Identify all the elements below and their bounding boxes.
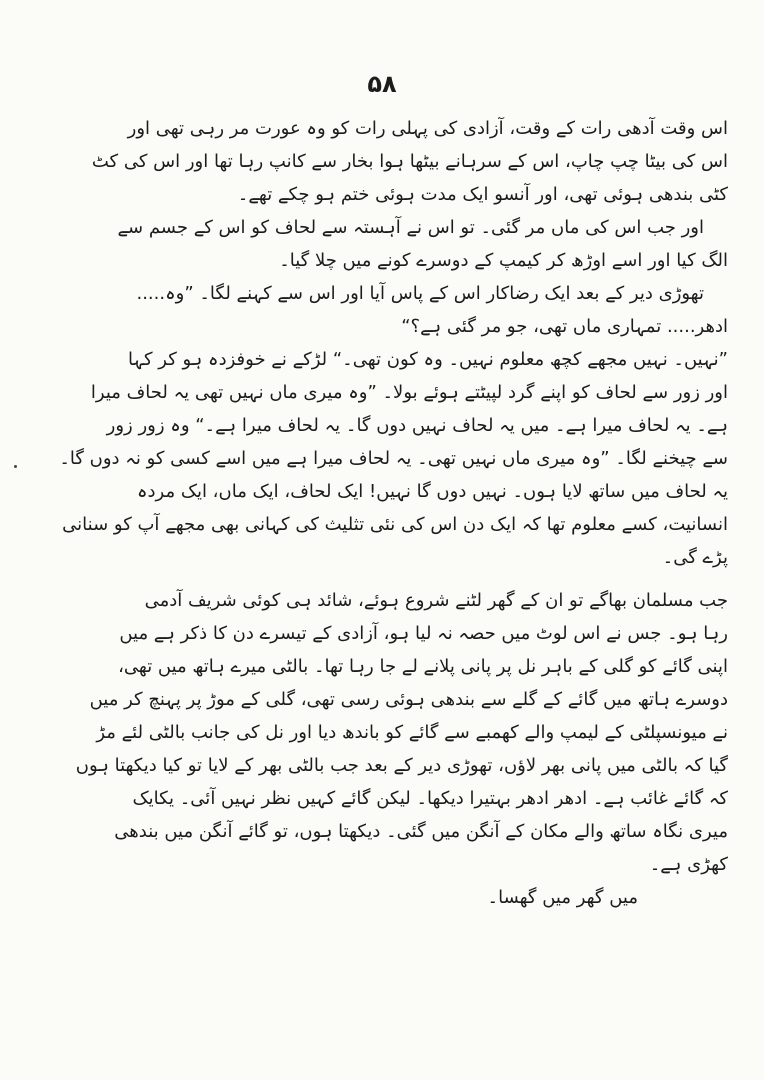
text-line: جب مسلمان بھاگے تو ان کے گھر لٹنے شروع ہوئے، شائد ہی کوئی شریف آدمی bbox=[144, 590, 728, 611]
text-line: ہے۔ یہ لحاف میرا ہے۔ میں یہ لحاف نہیں دوں گا۔ یہ لحاف میرا ہے۔“ وہ زور زور bbox=[106, 415, 728, 436]
text-line: نے میونسپلٹی کے لیمپ والے کھمبے سے گائے کو باندھ دیا اور نل کی جانب بالٹی لئے مڑ bbox=[96, 722, 728, 743]
text-line: کہ گائے غائب ہے۔ ادھر ادھر بہتیرا دیکھا۔ لیکن گائے کہیں نظر نہیں آئی۔ یکایک bbox=[132, 788, 728, 809]
text-line: رہا ہو۔ جس نے اس لوٹ میں حصہ نہ لیا ہو، آزادی کے تیسرے دن کا ذکر ہے میں bbox=[119, 623, 728, 644]
text-line: میں گھر میں گھسا۔ bbox=[487, 887, 638, 908]
text-line: میری نگاہ ساتھ والے مکان کے آنگن میں گئی۔ دیکھتا ہوں، تو گائے آنگن میں بندھی bbox=[114, 821, 728, 842]
page-number: ۵۸ bbox=[367, 70, 397, 98]
margin-dot bbox=[14, 465, 17, 468]
text-line: تھوڑی دیر کے بعد ایک رضاکار اس کے پاس آیا اور اس سے کہنے لگا۔ ”وہ..... bbox=[136, 283, 704, 304]
text-line: اس وقت آدھی رات کے وقت، آزادی کی پہلی رات کو وہ عورت مر رہی تھی اور bbox=[127, 118, 728, 139]
body-text bbox=[38, 112, 728, 914]
text-line: اور زور سے لحاف کو اپنے گرد لپیٹتے ہوئے بولا۔ ”وہ میری ماں نہیں تھی یہ لحاف میرا bbox=[90, 382, 728, 403]
text-line: سے چیخنے لگا۔ ”وہ میری ماں نہیں تھی۔ یہ لحاف میرا ہے میں اسے کسی کو نہ دوں گا۔ bbox=[59, 448, 728, 469]
text-line: کٹی بندھی ہوئی تھی، اور آنسو ایک مدت ہوئی ختم ہو چکے تھے۔ bbox=[237, 184, 728, 205]
text-line: گیا کہ بالٹی میں پانی بھر لاؤں، تھوڑی دیر کے بعد جب بالٹی بھر کے لایا تو کیا دیکھتا ہوں bbox=[75, 755, 728, 776]
text-line: اپنی گائے کو گلی کے باہر نل پر پانی پلانے لے جا رہا تھا۔ بالٹی میرے ہاتھ میں تھی، bbox=[118, 656, 728, 677]
text-line: اس کی بیٹا چپ چاپ، اس کے سرہانے بیٹھا ہوا بخار سے کانپ رہا تھا اور اس کی کٹ bbox=[91, 151, 728, 172]
text-line: الگ کیا اور اسے اوڑھ کر کیمپ کے دوسرے کونے میں چلا گیا۔ bbox=[279, 250, 728, 271]
text-line: کھڑی ہے۔ bbox=[649, 854, 728, 875]
text-line: انسانیت، کسے معلوم تھا کہ ایک دن اس کی نئی تثلیث کی کہانی بھی مجھے آپ کو سنانی bbox=[62, 514, 728, 535]
text-line: یہ لحاف میں ساتھ لایا ہوں۔ نہیں دوں گا نہیں! ایک لحاف، ایک ماں، ایک مردہ bbox=[136, 481, 728, 502]
text-line: پڑے گی۔ bbox=[662, 547, 728, 568]
text-line: ”نہیں۔ نہیں مجھے کچھ معلوم نہیں۔ وہ کون تھی۔“ لڑکے نے خوفزدہ ہو کر کہا bbox=[127, 349, 728, 370]
text-line: دوسرے ہاتھ میں گائے کے گلے سے بندھی ہوئی رسی تھی، گلی کے موڑ پر پہنچ کر میں bbox=[89, 689, 728, 710]
text-line: اور جب اس کی ماں مر گئی۔ تو اس نے آہستہ سے لحاف کو اس کے جسم سے bbox=[117, 217, 704, 238]
text-line: ادھر..... تمہاری ماں تھی، جو مر گئی ہے؟“ bbox=[401, 316, 728, 337]
